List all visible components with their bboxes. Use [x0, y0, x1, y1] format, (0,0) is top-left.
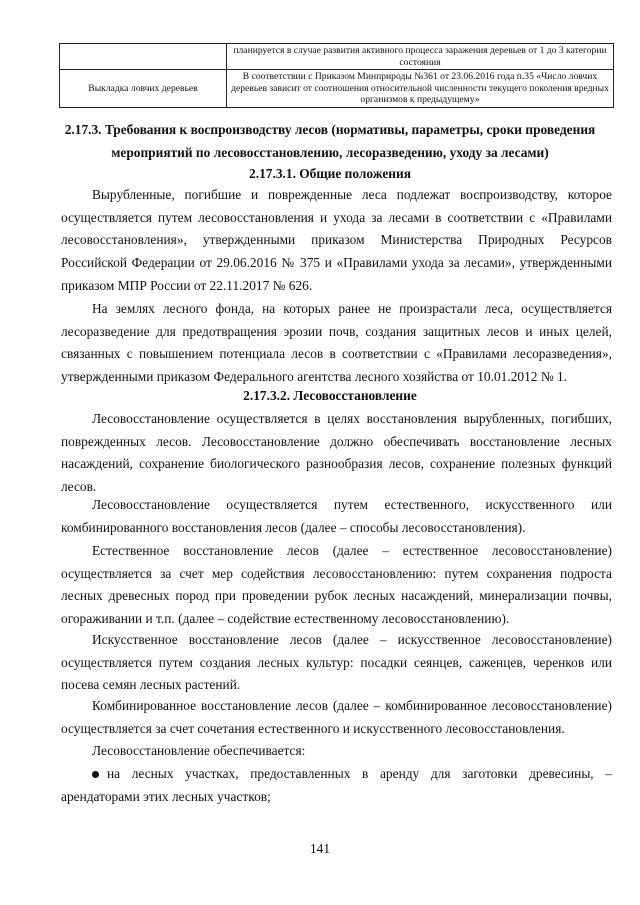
list-item-text: на лесных участках, предоставленных в аренду для заготовки древесины, – арендаторами этих лесных участков;	[61, 766, 612, 804]
bullet-icon	[92, 771, 99, 778]
paragraph: Лесовосстановление осуществляется путем естественного, искусственного или комбинированного восстановления лесов (далее – способы лесовосстановления).	[61, 497, 612, 535]
paragraph: Естественное восстановление лесов (далее – естественное лесовосстановление) осуществляется за счет мер содействия лесовосстановлению: путем сохранения подроста лесных древесных пород при проведении рубок лесных насаждений, минерализации почвы, огораживании и т.п. (далее – содействие естественному лесовосстановлению).	[61, 543, 612, 627]
table-cell: В соответствии с Приказом Минприроды №361 от 23.06.2016 года п.35 «Число ловчих деревьев зависит от соотношения относительной численности текущего поколения вредных организмов к предыдущему»	[227, 70, 614, 108]
section-heading-line-1: 2.17.3. Требования к воспроизводству лесов (нормативы, параметры, сроки проведения	[64, 122, 596, 137]
paragraph: Комбинированное восстановление лесов (далее – комбинированное лесовосстановление) осуществляется за счет сочетания естественного и искусственного лесовосстановления.	[61, 698, 612, 736]
paragraph: Лесовосстановление обеспечивается:	[92, 743, 306, 758]
subheading-reforestation: 2.17.3.2. Лесовосстановление	[243, 388, 417, 403]
table-cell: Выкладка ловчих деревьев	[60, 70, 227, 108]
table-row	[60, 44, 614, 70]
activities-table	[59, 43, 614, 108]
paragraph: На землях лесного фонда, на которых ранее не произрастали леса, осуществляется лесоразведение для предотвращения эрозии почв, создания защитных лесов и иных целей, связанных с повышением потенциала лесов в соответствии с «Правилами лесоразведения», утвержденными приказом Федерального агентства лесного хозяйства от 10.01.2012 № 1.	[61, 301, 612, 385]
list-item	[61, 763, 612, 808]
paragraph: Вырубленные, погибшие и поврежденные леса подлежат воспроизводству, которое осуществляется путем лесовосстановления и ухода за лесами в соответствии с «Правилами лесовосстановления», утвержденными приказом Министерства Природных Ресурсов Российской Федерации от 29.06.2016 № 375 и «Правилами ухода за лесами», утвержденными приказом МПР России от 22.11.2017 № 626.	[61, 187, 612, 293]
subheading-general-provisions: 2.17.3.1. Общие положения	[249, 166, 411, 181]
paragraph: Искусственное восстановление лесов (далее – искусственное лесовосстановление) осуществляется путем создания лесных культур: посадки сеянцев, саженцев, черенков или посева семян лесных растений.	[61, 632, 612, 693]
table-cell	[60, 44, 227, 70]
table-row	[60, 70, 614, 108]
table-cell: планируется в случае развития активного процесса заражения деревьев от 1 до 3 категории состояния	[227, 44, 614, 70]
page-number: 141	[309, 841, 331, 856]
section-heading-line-2: мероприятий по лесовосстановлению, лесоразведению, уходу за лесами)	[111, 145, 549, 160]
paragraph: Лесовосстановление осуществляется в целях восстановления вырубленных, погибших, поврежденных лесов. Лесовосстановление должно обеспечивать восстановление лесных насаждений, сохранение биологического разнообразия лесов, сохранение полезных функций лесов.	[61, 411, 612, 495]
